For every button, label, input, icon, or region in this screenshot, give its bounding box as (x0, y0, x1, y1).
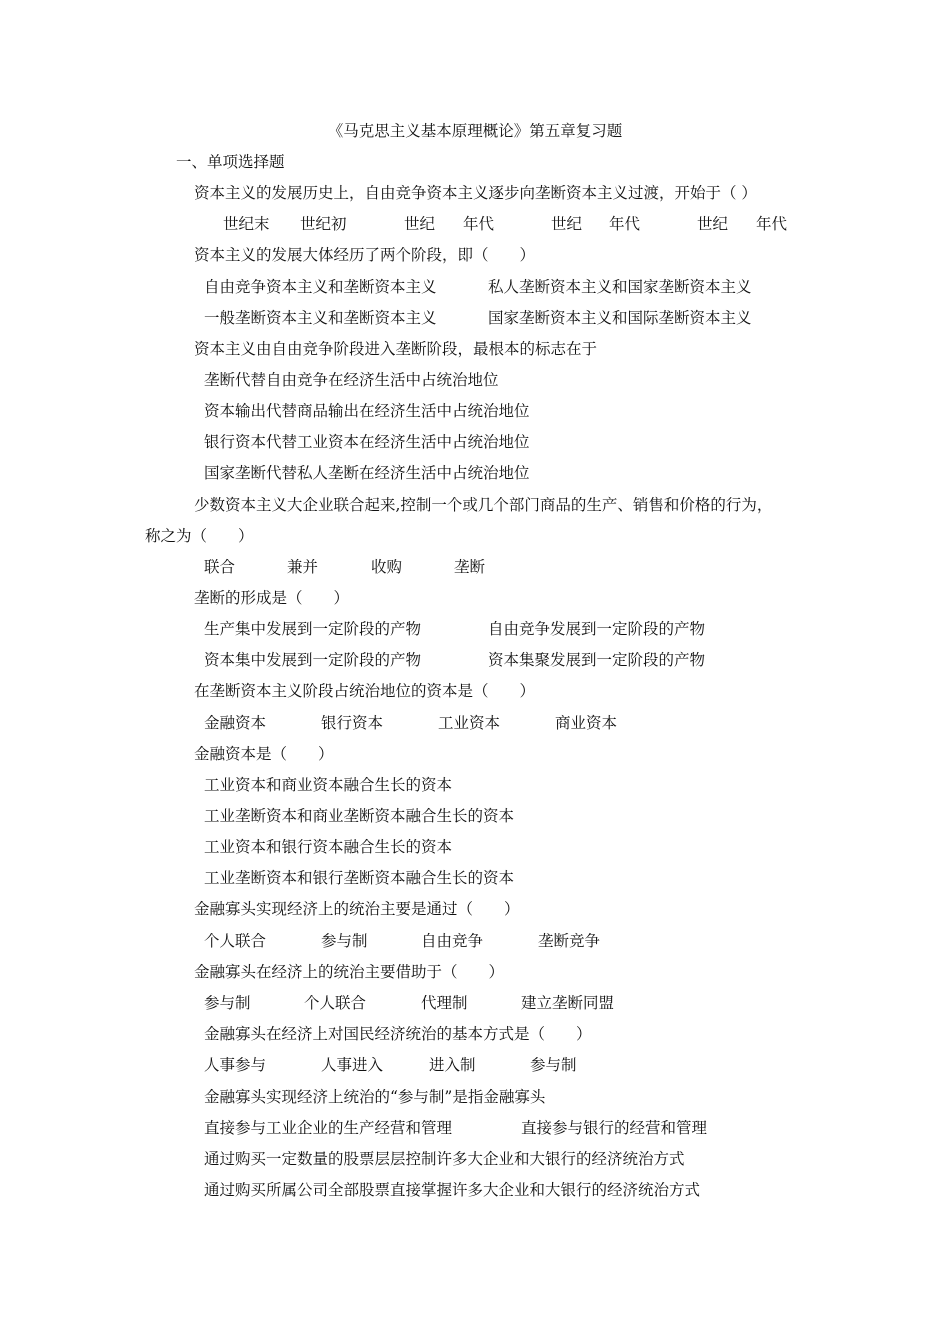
q1-option: 年代 (756, 215, 788, 233)
question-4-stem: 少数资本主义大企业联合起来,控制一个或几个部门商品的生产、销售和价格的行为， (194, 496, 773, 514)
q9-option: 建立垄断同盟 (521, 994, 615, 1012)
q8-option: 垄断竞争 (538, 932, 601, 950)
q10-option: 参与制 (530, 1056, 577, 1074)
q4-option: 垄断 (454, 558, 486, 576)
q11-option: 直接参与银行的经营和管理 (521, 1119, 708, 1137)
q2-option: 私人垄断资本主义和国家垄断资本主义 (488, 278, 752, 296)
question-1-stem: 资本主义的发展历史上，自由竞争资本主义逐步向垄断资本主义过渡，开始于（ ） (194, 184, 757, 202)
q4-option: 兼并 (287, 558, 319, 576)
q5-option: 生产集中发展到一定阶段的产物 (204, 620, 422, 638)
q2-option: 自由竞争资本主义和垄断资本主义 (204, 278, 437, 296)
q4-option: 收购 (371, 558, 403, 576)
question-4-stem-continued: 称之为（ ） (145, 527, 254, 545)
q9-option: 代理制 (421, 994, 468, 1012)
q5-option: 资本集聚发展到一定阶段的产物 (488, 651, 706, 669)
q1-option: 年代 (463, 215, 495, 233)
q4-option: 联合 (204, 558, 236, 576)
q9-option: 参与制 (204, 994, 251, 1012)
q1-option: 世纪末 (223, 215, 270, 233)
question-2-stem: 资本主义的发展大体经历了两个阶段，即（ ） (194, 246, 536, 264)
q8-option: 个人联合 (204, 932, 267, 950)
q7-option: 工业资本和银行资本融合生长的资本 (204, 838, 453, 856)
question-7-stem: 金融资本是（ ） (194, 745, 334, 763)
question-10-stem: 金融寡头在经济上对国民经济统治的基本方式是（ ） (204, 1025, 592, 1043)
q10-option: 人事进入 (321, 1056, 384, 1074)
question-5-stem: 垄断的形成是（ ） (194, 589, 350, 607)
q11-option: 直接参与工业企业的生产经营和管理 (204, 1119, 453, 1137)
q3-option: 国家垄断代替私人垄断在经济生活中占统治地位 (204, 464, 530, 482)
q1-option: 世纪 (697, 215, 729, 233)
q1-option: 世纪 (551, 215, 583, 233)
q7-option: 工业垄断资本和商业垄断资本融合生长的资本 (204, 807, 515, 825)
q6-option: 金融资本 (204, 714, 267, 732)
q2-option: 一般垄断资本主义和垄断资本主义 (204, 309, 437, 327)
q7-option: 工业垄断资本和银行垄断资本融合生长的资本 (204, 869, 515, 887)
q7-option: 工业资本和商业资本融合生长的资本 (204, 776, 453, 794)
q3-option: 银行资本代替工业资本在经济生活中占统治地位 (204, 433, 530, 451)
q11-option: 通过购买所属公司全部股票直接掌握许多大企业和大银行的经济统治方式 (204, 1181, 701, 1199)
question-11-stem: 金融寡头实现经济上统治的“参与制”是指金融寡头 (204, 1088, 546, 1106)
q1-option: 年代 (609, 215, 641, 233)
question-6-stem: 在垄断资本主义阶段占统治地位的资本是（ ） (194, 682, 536, 700)
question-3-stem: 资本主义由自由竞争阶段进入垄断阶段，最根本的标志在于 (194, 340, 598, 358)
q3-option: 资本输出代替商品输出在经济生活中占统治地位 (204, 402, 530, 420)
q8-option: 自由竞争 (421, 932, 484, 950)
q11-option: 通过购买一定数量的股票层层控制许多大企业和大银行的经济统治方式 (204, 1150, 685, 1168)
q5-option: 资本集中发展到一定阶段的产物 (204, 651, 422, 669)
q9-option: 个人联合 (304, 994, 367, 1012)
q6-option: 工业资本 (438, 714, 501, 732)
question-8-stem: 金融寡头实现经济上的统治主要是通过（ ） (194, 900, 520, 918)
q10-option: 人事参与 (204, 1056, 267, 1074)
q1-option: 世纪 (404, 215, 436, 233)
question-9-stem: 金融寡头在经济上的统治主要借助于（ ） (194, 963, 505, 981)
q6-option: 银行资本 (321, 714, 384, 732)
q10-option: 进入制 (429, 1056, 476, 1074)
q6-option: 商业资本 (555, 714, 618, 732)
document-title: 《马克思主义基本原理概论》第五章复习题 (327, 122, 623, 140)
q2-option: 国家垄断资本主义和国际垄断资本主义 (488, 309, 752, 327)
q5-option: 自由竞争发展到一定阶段的产物 (488, 620, 706, 638)
q1-option: 世纪初 (300, 215, 347, 233)
q8-option: 参与制 (321, 932, 368, 950)
section-heading: 一、单项选择题 (176, 153, 285, 171)
q3-option: 垄断代替自由竞争在经济生活中占统治地位 (204, 371, 499, 389)
